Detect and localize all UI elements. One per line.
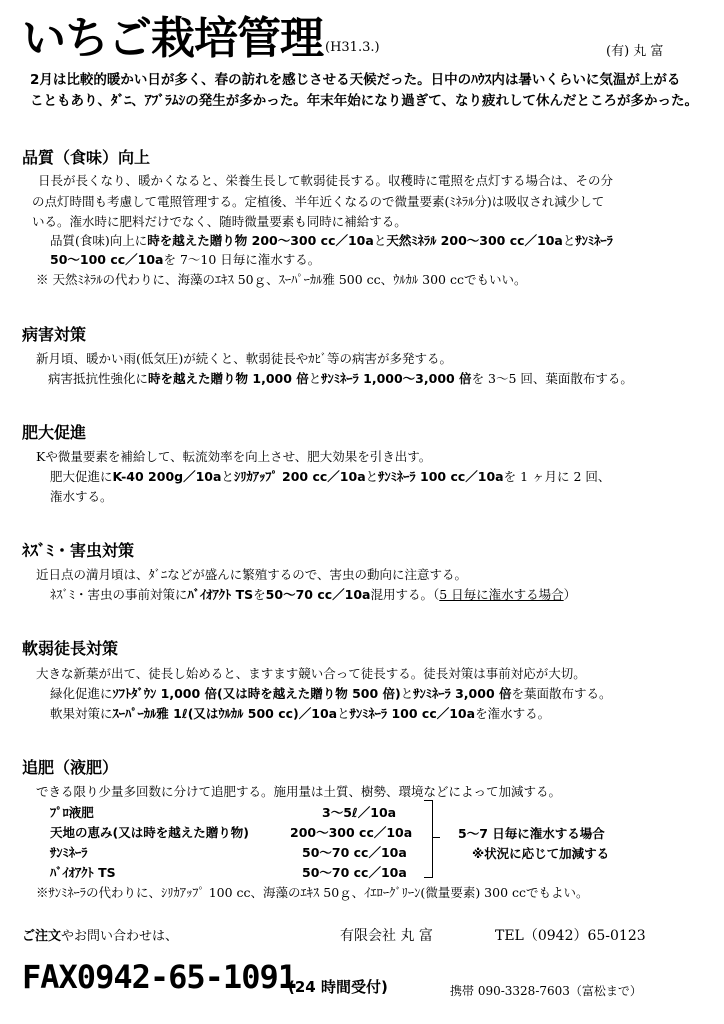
quality-line-4: 品質(食味)向上に時を越えた贈り物 200～300 cc／10aと天然ﾐﾈﾗﾙ 200～300 cc／10aとｻﾝﾐﾈｰﾗ <box>50 233 613 248</box>
fertilizer-name: ｻﾝﾐﾈｰﾗ <box>50 845 88 860</box>
bracket-divider <box>424 800 433 878</box>
bracket-tick <box>432 837 440 838</box>
section-heading-weak: 軟弱徒長対策 <box>22 639 119 658</box>
quality-line-2: の点灯時間も考慮して電照管理する。定植後、半年近くなるので微量要素(ﾐﾈﾗﾙ分)は吸収され減少して <box>32 194 605 209</box>
intro-paragraph <box>30 70 710 112</box>
section-heading-quality: 品質（食味）向上 <box>22 148 151 167</box>
section-heading-disease: 病害対策 <box>22 325 87 344</box>
intro-line-2: こともあり、ﾀﾞﾆ、ｱﾌﾞﾗﾑｼの発生が多かった。年末年始になり過ぎて、なり疲れして休んだところが多かった。 <box>30 93 698 109</box>
enlarge-line-2: 肥大促進にK-40 200g／10aとｼﾘｶｱｯﾌﾟ 200 cc／10aとｻﾝﾐﾈｰﾗ 100 cc／10aを 1 ヶ月に 2 回、 <box>50 469 611 484</box>
quality-line-5: 50～100 cc／10aを 7～10 日毎に潅水する。 <box>50 252 321 267</box>
quality-note: ※ 天然ﾐﾈﾗﾙの代わりに、海藻のｴｷｽ 50ｇ、ｽｰﾊﾟｰｶﾙ雅 500 cc、ｳﾙｶﾙ 300 ccでもいい。 <box>36 272 527 287</box>
weak-line-3: 軟果対策にｽｰﾊﾟｰｶﾙ雅 1ℓ(又はｳﾙｶﾙ 500 cc)／10aとｻﾝﾐﾈｰﾗ 100 cc／10aを潅水する。 <box>50 706 551 721</box>
issue-date: (H31.3.) <box>325 40 380 55</box>
topdress-footnote: ※ｻﾝﾐﾈｰﾗの代わりに、ｼﾘｶｱｯﾌﾟ 100 cc、海藻のｴｷｽ 50ｇ、ｲｴﾛｰｸﾞﾘｰﾝ(微量要素) 300 ccでもよい。 <box>36 885 589 900</box>
fertilizer-amount: 50～70 cc／10a <box>302 845 407 860</box>
company-name: 有限会社 丸 富 <box>340 928 433 944</box>
quality-line-1: 日長が長くなり、暖かくなると、栄養生長して軟弱徒長する。収穫時に電照を点灯する場合は、その分 <box>38 173 614 188</box>
topdress-interval-note: 5～7 日毎に潅水する場合 <box>458 826 605 841</box>
fertilizer-name: 天地の恵み(又は時を越えた贈り物) <box>50 825 249 840</box>
section-heading-pests: ﾈｽﾞﾐ・害虫対策 <box>22 541 135 560</box>
intro-line-1: 2月は比較的暖かい日が多く、春の訪れを感じさせる天候だった。日中のﾊｳｽ内は暑いくらいに気温が上がる <box>30 72 681 88</box>
pests-interval-note: 5 日毎に潅水する場合 <box>439 587 564 602</box>
fax-hours: (24 時間受付) <box>288 978 388 996</box>
topdress-adjust-note: ※状況に応じて加減する <box>472 846 610 861</box>
fax-number: FAX0942-65-1091 <box>22 958 296 996</box>
order-inquiry: ご注文やお問い合わせは、 <box>22 929 179 944</box>
disease-line-2: 病害抵抗性強化に時を越えた贈り物 1,000 倍とｻﾝﾐﾈｰﾗ 1,000～3,000 倍を 3～5 回、葉面散布する。 <box>48 371 633 386</box>
section-heading-topdress: 追肥（液肥） <box>22 758 119 777</box>
company-name-top: (有) 丸 富 <box>606 44 664 59</box>
enlarge-line-3: 潅水する。 <box>50 489 113 504</box>
phone-number: TEL（0942）65-0123 <box>495 928 646 944</box>
quality-line-3: いる。潅水時に肥料だけでなく、随時微量要素も同時に補給する。 <box>32 214 407 229</box>
disease-line-1: 新月頃、暖かい雨(低気圧)が続くと、軟弱徒長やｶﾋﾞ等の病害が多発する。 <box>36 351 453 366</box>
fertilizer-amount: 200～300 cc／10a <box>290 825 413 840</box>
fertilizer-amount: 50～70 cc／10a <box>302 865 407 880</box>
fertilizer-name: ﾊﾞｲｵｱｸﾄ TS <box>50 865 116 880</box>
pests-line-2: ﾈｽﾞﾐ・害虫の事前対策にﾊﾞｲｵｱｸﾄ TSを50～70 cc／10a混用する。（5 日毎に潅水する場合） <box>50 587 577 602</box>
page-title: いちご栽培管理 <box>22 13 323 64</box>
section-heading-enlarge: 肥大促進 <box>22 423 87 442</box>
fertilizer-name: ﾌﾟﾛ液肥 <box>50 805 94 820</box>
mobile-number: 携帯 090-3328-7603（富松まで） <box>450 984 642 998</box>
weak-line-2: 緑化促進にｿﾌﾄﾀﾞｳﾝ 1,000 倍(又は時を越えた贈り物 500 倍)とｻﾝﾐﾈｰﾗ 3,000 倍を葉面散布する。 <box>50 686 612 701</box>
pests-line-1: 近日点の満月頃は、ﾀﾞﾆなどが盛んに繁殖するので、害虫の動向に注意する。 <box>36 567 468 582</box>
fertilizer-amount: 3～5ℓ／10a <box>322 805 397 820</box>
enlarge-line-1: Kや微量要素を補給して、転流効率を向上させ、肥大効果を引き出す。 <box>36 449 432 464</box>
weak-line-1: 大きな新葉が出て、徒長し始めると、ますます競い合って徒長する。徒長対策は事前対応が大切。 <box>36 666 586 681</box>
topdress-line-1: できる限り少量多回数に分けて追肥する。施用量は土質、樹勢、環境などによって加減する。 <box>36 784 562 799</box>
